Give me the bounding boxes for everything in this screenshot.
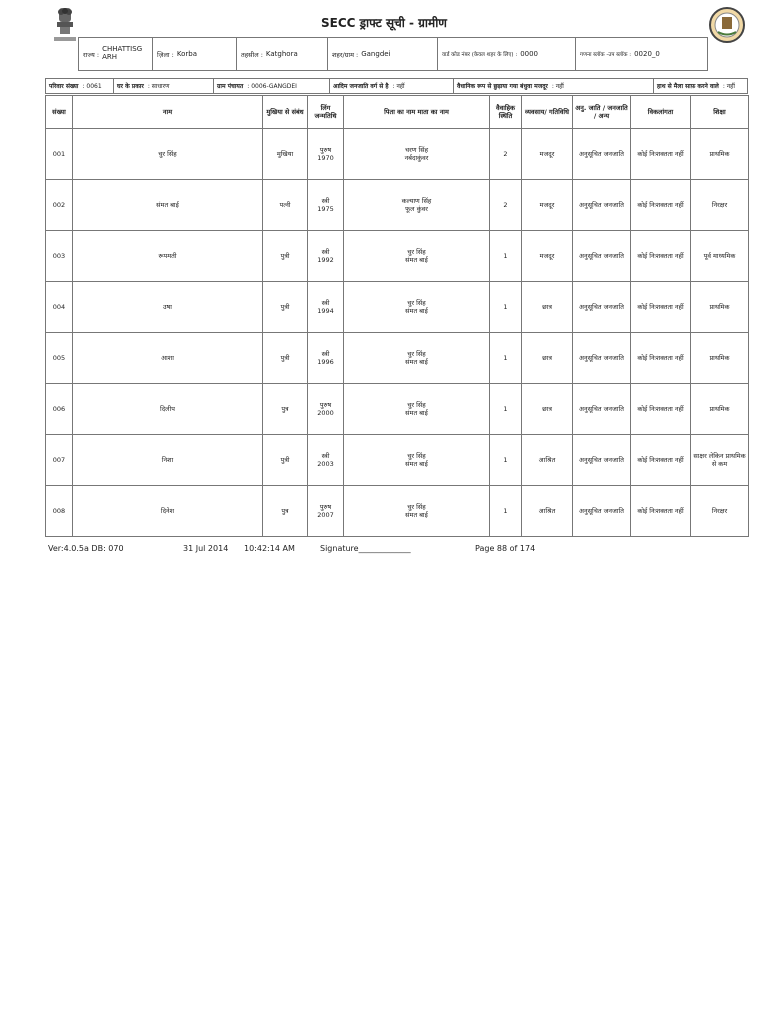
relation-cell: मुखिया (263, 129, 308, 180)
gender-dob-cell (308, 435, 344, 486)
gender: पुरुष (319, 400, 332, 409)
column-header-category: अनु. जाति / जनजाति / अन्य (573, 96, 631, 129)
gender: स्त्री (321, 196, 330, 205)
marital-cell: 2 (490, 129, 522, 180)
category-cell: अनुसूचित जनजाति (573, 435, 631, 486)
page-number: Page 88 of 174 (475, 544, 536, 553)
house-type: घर के प्रकार : साधारण (114, 79, 214, 93)
birth-year: 2007 (317, 511, 334, 519)
print-date: 31 Jul 2014 (183, 544, 229, 553)
education-cell: साक्षर लेकिन प्राथमिक से कम (691, 435, 749, 486)
column-header-marital: वैवाहिक स्थिति (490, 96, 522, 129)
manual-scavenger: हाथ से मैला साफ़ करने वाले : नहीं (657, 83, 735, 90)
education-cell: निरक्षर (691, 486, 749, 537)
education-cell: निरक्षर (691, 180, 749, 231)
father-name: चुर सिंह (407, 247, 426, 256)
column-header-name: नाम (73, 96, 263, 129)
birth-year: 1994 (317, 307, 334, 315)
father-name: कल्याण सिंह (401, 196, 432, 205)
signature-line: Signature_____________ (320, 544, 411, 553)
relation-cell: पत्नी (263, 180, 308, 231)
marital-cell: 1 (490, 282, 522, 333)
relation-cell: पुत्री (263, 231, 308, 282)
district-value: Korba (176, 50, 197, 58)
town-cell: शहर/ग्राम : Gangdei (328, 38, 438, 70)
occupation-cell: छात्र (522, 384, 573, 435)
table-row (46, 333, 749, 384)
occupation-cell: मजदूर (522, 129, 573, 180)
relation-cell: पुत्र (263, 384, 308, 435)
parents-cell (344, 129, 490, 180)
column-header-serial: संख्या (46, 96, 73, 129)
gender: स्त्री (321, 298, 330, 307)
disability-cell: कोई निःशक्तता नहीं (631, 486, 691, 537)
parents-cell (344, 486, 490, 537)
town-value: Gangdei (361, 50, 391, 58)
column-header-relation: मुखिया से संबंध (263, 96, 308, 129)
tehsil-value: Katghora (265, 50, 298, 58)
gender-dob-cell (308, 231, 344, 282)
district-cell: ज़िला : Korba (153, 38, 237, 70)
gender-dob-cell (308, 384, 344, 435)
block-cell: गणना ब्लॉक -उप ब्लॉक : 0020_0 (580, 50, 660, 58)
father-name: चुर सिंह (407, 298, 426, 307)
table-row (46, 282, 749, 333)
table-row (46, 384, 749, 435)
father-name: चुर सिंह (407, 349, 426, 358)
table-row (46, 486, 749, 537)
ward-value: 0000 (520, 50, 539, 58)
parents-cell (344, 384, 490, 435)
education-cell: प्राथमिक (691, 129, 749, 180)
gender-dob-cell (308, 282, 344, 333)
parents-cell (344, 282, 490, 333)
parents-cell (344, 180, 490, 231)
page-title: SECC ड्राफ्ट सूची - ग्रामीण (321, 16, 447, 30)
marital-cell: 1 (490, 384, 522, 435)
ward-cell: वार्ड कोड नंबर (केवल शहर के लिए) : 0000 (438, 38, 576, 70)
birth-year: 1975 (317, 205, 334, 213)
block-value: 0020_0 (634, 50, 660, 58)
gender-dob-cell (308, 333, 344, 384)
category-cell: अनुसूचित जनजाति (573, 129, 631, 180)
marital-cell: 2 (490, 180, 522, 231)
relation-cell: पुत्री (263, 333, 308, 384)
name-cell: संमत बाई (73, 180, 263, 231)
category-cell: अनुसूचित जनजाति (573, 231, 631, 282)
bonded-labour: वैधानिक रूप से छुड़ाया गया बंधुवा मजदूर : नहीं (454, 79, 654, 93)
mother-name: नर्बदाकुंवर (404, 154, 429, 162)
serial-cell: 006 (46, 384, 73, 435)
marital-cell: 1 (490, 486, 522, 537)
gender-dob-cell (308, 129, 344, 180)
birth-year: 2003 (317, 460, 334, 468)
birth-year: 1992 (317, 256, 334, 264)
parents-cell (344, 231, 490, 282)
mother-name: संमत बाई (405, 460, 428, 468)
occupation-cell: मजदूर (522, 231, 573, 282)
category-cell: अनुसूचित जनजाति (573, 486, 631, 537)
disability-cell: कोई निःशक्तता नहीं (631, 231, 691, 282)
disability-cell: कोई निःशक्तता नहीं (631, 435, 691, 486)
birth-year: 1996 (317, 358, 334, 366)
print-time: 10:42:14 AM (244, 544, 295, 553)
column-header-disability: विकलांगता (631, 96, 691, 129)
education-cell: पूर्व माध्यमिक (691, 231, 749, 282)
version-text: Ver:4.0.5a DB: 070 (48, 544, 124, 553)
mother-name: संमत बाई (405, 307, 428, 315)
tehsil-cell: तहसील : Katghora (237, 38, 328, 70)
column-header-parents: पिता का नाम माता का नाम (344, 96, 490, 129)
table-body (46, 129, 749, 537)
gender: पुरुष (319, 502, 332, 511)
gender: स्त्री (321, 349, 330, 358)
disability-cell: कोई निःशक्तता नहीं (631, 384, 691, 435)
serial-cell: 007 (46, 435, 73, 486)
gram-panchayat: ग्राम पंचायत : 0006-GANGDEI (214, 79, 330, 93)
name-cell: दिलीप (73, 384, 263, 435)
occupation-cell: छात्र (522, 282, 573, 333)
marital-cell: 1 (490, 231, 522, 282)
name-cell: आशा (73, 333, 263, 384)
relation-cell: पुत्र (263, 486, 308, 537)
birth-year: 1970 (317, 154, 334, 162)
column-header-gender-dob: लिंग जन्मतिथि (308, 96, 344, 129)
name-cell: निशा (73, 435, 263, 486)
table-row (46, 180, 749, 231)
name-cell: रूपमती (73, 231, 263, 282)
primitive-tribal-group: आदिम जनजाति वर्ग से है : नहीं (330, 79, 454, 93)
birth-year: 2000 (317, 409, 334, 417)
relation-cell: पुत्री (263, 282, 308, 333)
mother-name: संमत बाई (405, 409, 428, 417)
household-number: परिवार संख्या : 0061 (46, 79, 114, 93)
disability-cell: कोई निःशक्तता नहीं (631, 129, 691, 180)
occupation-cell: आश्रित (522, 435, 573, 486)
education-cell: प्राथमिक (691, 333, 749, 384)
serial-cell: 005 (46, 333, 73, 384)
gender: स्त्री (321, 451, 330, 460)
occupation-cell: छात्र (522, 333, 573, 384)
parents-cell (344, 435, 490, 486)
education-cell: प्राथमिक (691, 282, 749, 333)
serial-cell: 003 (46, 231, 73, 282)
table-row (46, 435, 749, 486)
father-name: चुर सिंह (407, 502, 426, 511)
table-header-row (46, 96, 749, 129)
name-cell: उषा (73, 282, 263, 333)
location-box (78, 37, 708, 71)
marital-cell: 1 (490, 333, 522, 384)
occupation-cell: आश्रित (522, 486, 573, 537)
state-value: CHHATTISG ARH (102, 45, 143, 61)
gender: पुरुष (319, 145, 332, 154)
household-info-bar (45, 78, 748, 94)
mother-name: संमत बाई (405, 511, 428, 519)
column-header-education: शिक्षा (691, 96, 749, 129)
mother-name: फूल कुंवर (405, 205, 428, 213)
marital-cell: 1 (490, 435, 522, 486)
name-cell: दिनेश (73, 486, 263, 537)
column-header-occupation: व्यवसाय/ गतिविधि (522, 96, 573, 129)
gender-dob-cell (308, 180, 344, 231)
father-name: चुर सिंह (407, 451, 426, 460)
disability-cell: कोई निःशक्तता नहीं (631, 282, 691, 333)
category-cell: अनुसूचित जनजाति (573, 282, 631, 333)
state-cell: राज्य : CHHATTISG ARH (79, 38, 153, 70)
serial-cell: 002 (46, 180, 73, 231)
serial-cell: 004 (46, 282, 73, 333)
education-cell: प्राथमिक (691, 384, 749, 435)
table-row (46, 129, 749, 180)
father-name: चुर सिंह (407, 400, 426, 409)
parents-cell (344, 333, 490, 384)
relation-cell: पुत्री (263, 435, 308, 486)
gender: स्त्री (321, 247, 330, 256)
serial-cell: 001 (46, 129, 73, 180)
category-cell: अनुसूचित जनजाति (573, 333, 631, 384)
category-cell: अनुसूचित जनजाति (573, 384, 631, 435)
father-name: चरण सिंह (404, 145, 429, 154)
member-table (45, 95, 749, 537)
occupation-cell: मजदूर (522, 180, 573, 231)
gender-dob-cell (308, 486, 344, 537)
name-cell: चुर सिंह (73, 129, 263, 180)
table-row (46, 231, 749, 282)
mother-name: संमत बाई (405, 256, 428, 264)
serial-cell: 008 (46, 486, 73, 537)
mother-name: संमत बाई (405, 358, 428, 366)
disability-cell: कोई निःशक्तता नहीं (631, 180, 691, 231)
category-cell: अनुसूचित जनजाति (573, 180, 631, 231)
disability-cell: कोई निःशक्तता नहीं (631, 333, 691, 384)
